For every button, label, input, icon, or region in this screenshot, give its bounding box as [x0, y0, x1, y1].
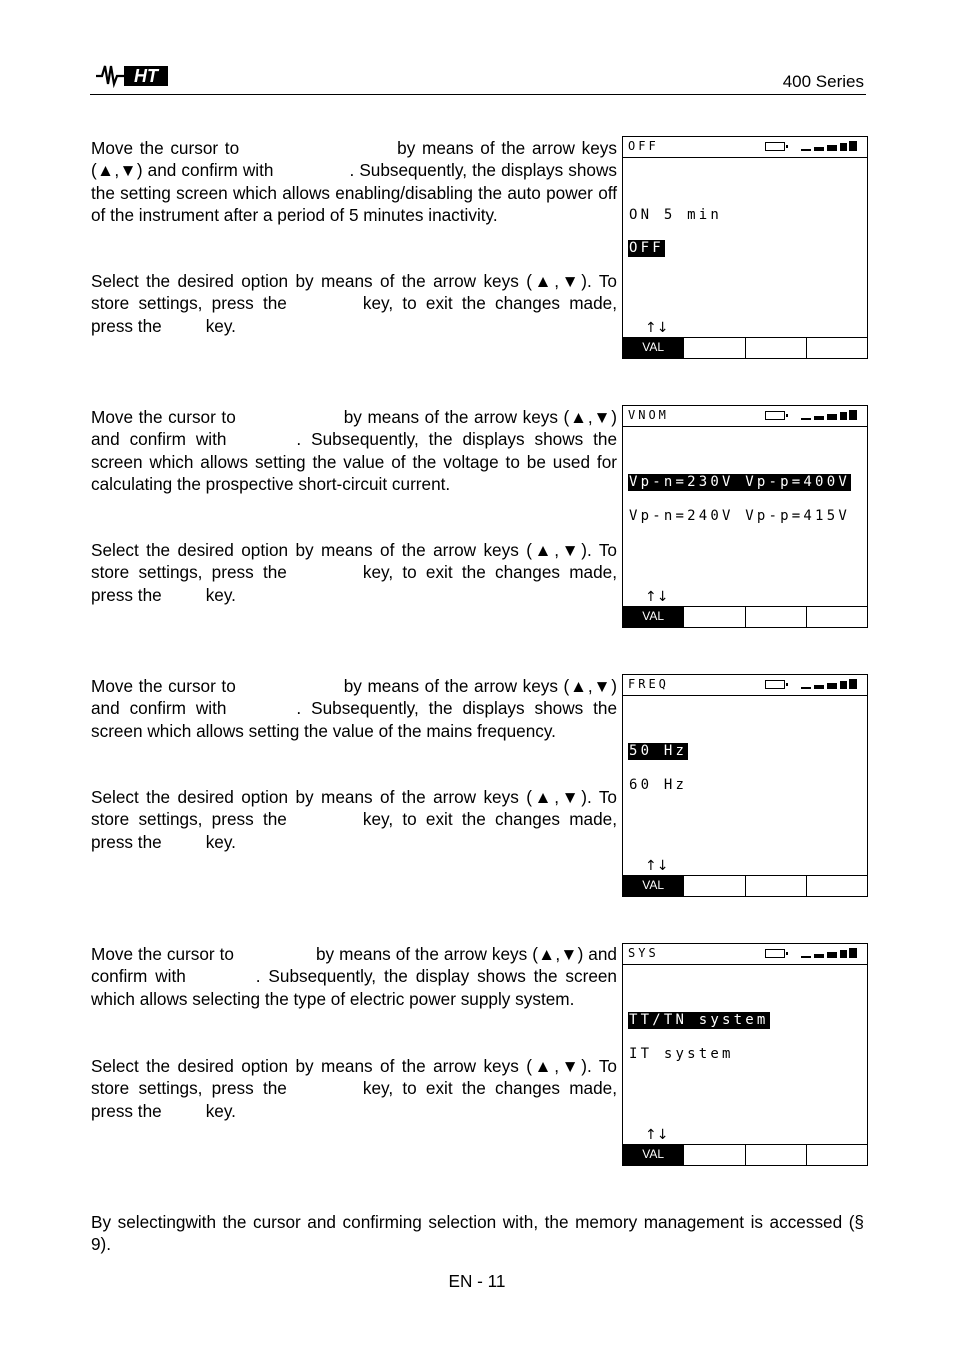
lcd-softkey-bar — [623, 337, 867, 358]
lcd-softkey-bar — [623, 875, 867, 896]
battery-icon — [765, 949, 785, 958]
lcd-softkey-bar — [623, 606, 867, 627]
lcd-softkey-bar — [623, 1144, 867, 1165]
signal-level-icon — [801, 409, 857, 421]
ht-logo — [94, 62, 170, 88]
section-1-intro: Move the cursor to by means of the arrow keys (▲,▼) and confirm with . Subsequently, the displays shows the setting screen which allows enabling/disabling the auto power off of the instrument after a period of 5 minutes inactivity. — [91, 138, 617, 225]
battery-icon — [765, 680, 785, 689]
val-softkey[interactable]: VAL — [623, 607, 683, 627]
section-2-instructions: Select the desired option by means of the arrow keys (▲,▼). To store settings, press the key, to exit the changes made, press the key. — [91, 540, 617, 605]
lcd-option[interactable]: Vp-n=240V Vp-p=415V — [629, 508, 850, 524]
section-3-instructions: Select the desired option by means of the arrow keys (▲,▼). To store settings, press the key, to exit the changes made, press the key. — [91, 787, 617, 852]
val-softkey[interactable]: VAL — [623, 338, 683, 358]
lcd-option[interactable]: IT system — [629, 1046, 734, 1062]
section-4-instructions: Select the desired option by means of the arrow keys (▲,▼). To store settings, press the key, to exit the changes made, press the key. — [91, 1056, 617, 1121]
header-divider — [90, 94, 866, 95]
signal-level-icon — [801, 140, 857, 152]
up-down-arrows-icon: ↑↓ — [645, 858, 669, 874]
section-3-intro: Move the cursor to by means of the arrow keys (▲,▼) and confirm with . Subsequently, the displays shows the screen which allows setting the value of the mains frequency. — [91, 676, 618, 741]
lcd-option-selected[interactable]: TT/TN system — [629, 1012, 769, 1028]
signal-level-icon — [801, 947, 857, 959]
lcd-title: OFF — [628, 139, 659, 153]
lcd-title: VNOM — [628, 408, 669, 422]
lcd-title: SYS — [628, 946, 659, 960]
signal-level-icon — [801, 678, 857, 690]
lcd-option-selected[interactable]: 50 Hz — [629, 743, 688, 759]
val-softkey[interactable]: VAL — [623, 876, 683, 896]
lcd-screen-freq — [622, 674, 868, 897]
battery-icon — [765, 411, 785, 420]
memory-paragraph: By selectingwith the cursor and confirming selection with, the memory management is accessed (§ 9). — [91, 1212, 864, 1255]
lcd-option[interactable]: ON 5 min — [629, 207, 723, 223]
lcd-screen-off — [622, 136, 868, 359]
section-4-intro: Move the cursor to by means of the arrow keys (▲,▼) and confirm with . Subsequently, the display shows the screen which allows selecting the type of electric power supply system. — [91, 944, 617, 1009]
page-number: EN - 11 — [448, 1271, 506, 1291]
val-softkey[interactable]: VAL — [623, 1145, 683, 1165]
up-down-arrows-icon: ↑↓ — [645, 589, 669, 605]
lcd-screen-sys — [622, 943, 868, 1166]
svg-text:HT: HT — [134, 66, 158, 86]
series-label: 400 Series — [782, 72, 864, 91]
lcd-option-selected[interactable]: OFF — [629, 240, 664, 256]
lcd-option-selected[interactable]: Vp-n=230V Vp-p=400V — [629, 474, 850, 490]
battery-icon — [765, 142, 785, 151]
lcd-title: FREQ — [628, 677, 669, 691]
up-down-arrows-icon: ↑↓ — [645, 320, 669, 336]
section-2-intro: Move the cursor to by means of the arrow keys (▲,▼) and confirm with . Subsequently, the displays shows the screen which allows setting the value of the voltage to be used for calculating the prospective short-circuit current. — [91, 407, 618, 494]
lcd-option[interactable]: 60 Hz — [629, 777, 688, 793]
lcd-screen-vnom — [622, 405, 868, 628]
up-down-arrows-icon: ↑↓ — [645, 1127, 669, 1143]
section-1-instructions: Select the desired option by means of the arrow keys (▲,▼). To store settings, press the key, to exit the changes made, press the key. — [91, 271, 617, 336]
